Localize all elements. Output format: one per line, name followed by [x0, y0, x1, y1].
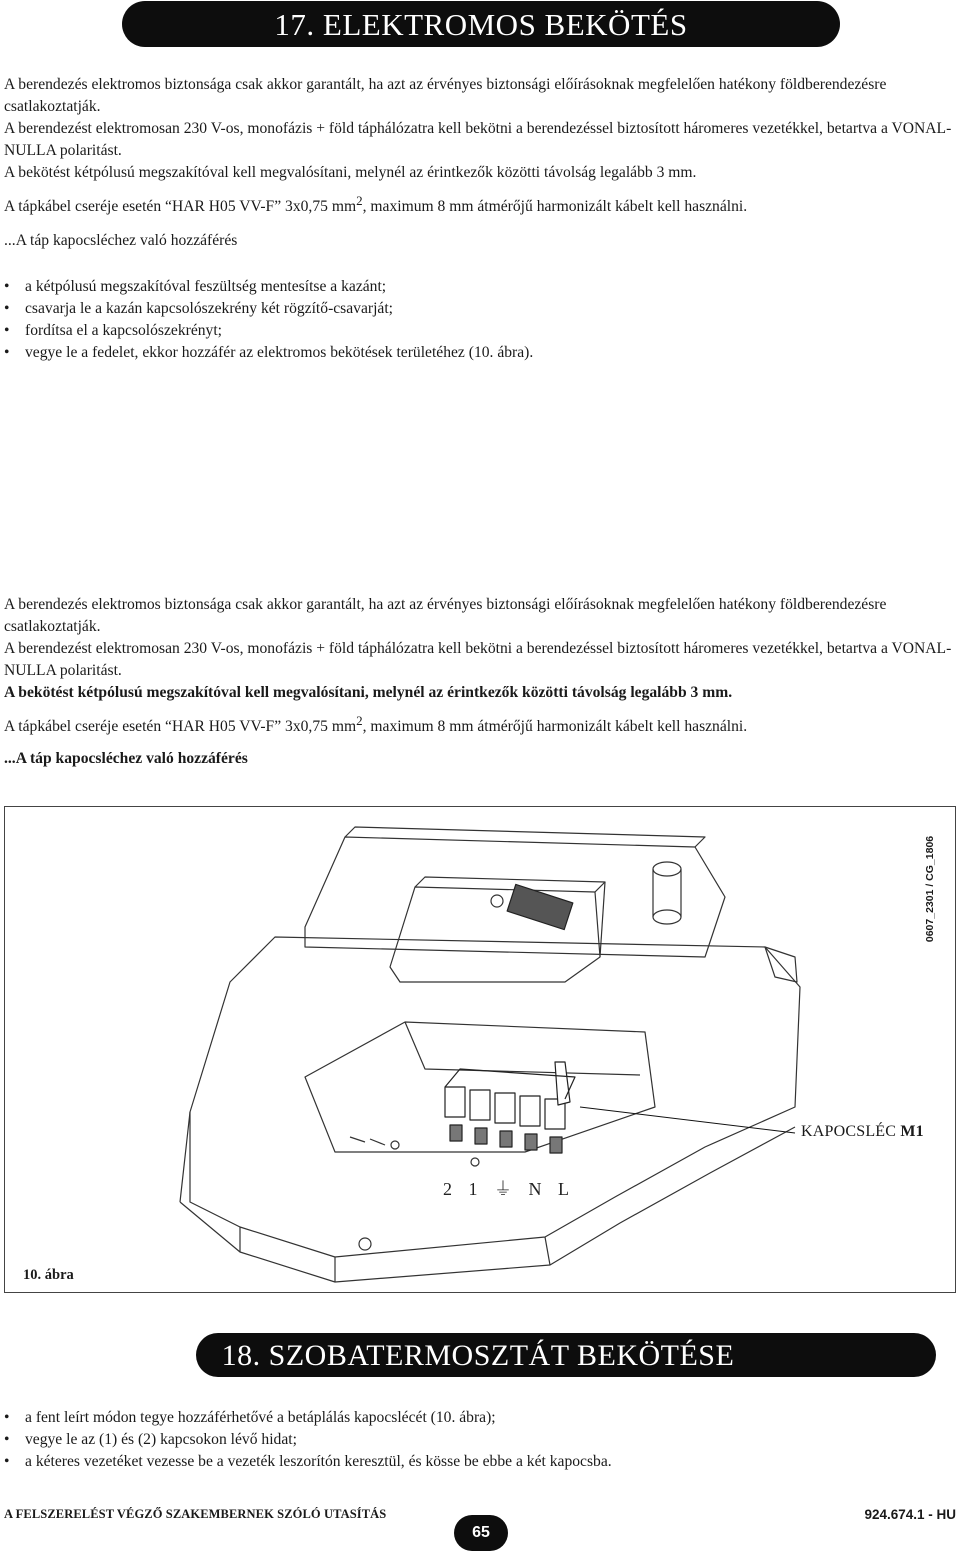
- list-item-text: a kéteres vezetéket vezesse be a vezeték leszorítón keresztül, és kösse be ebbe a két kapocsba.: [25, 1453, 612, 1470]
- text-run: A tápkábel cseréje esetén “HAR H05 VV-F” 3x0,75 mm: [4, 198, 357, 216]
- access-heading: ...A táp kapocsléchez való hozzáférés: [4, 232, 238, 249]
- list-item-text: a kétpólusú megszakítóval feszültség mentesítse a kazánt;: [25, 278, 387, 295]
- thermostat-bullet-list: [4, 1407, 944, 1473]
- list-item-text: vegye le az (1) és (2) kapcsokon lévő hidat;: [25, 1431, 297, 1448]
- list-item: [4, 298, 944, 320]
- section-title: 18. SZOBATERMOSZTÁT BEKÖTÉSE: [221, 1339, 735, 1372]
- intro-paragraph: A berendezést elektromosan 230 V-os, monofázis + föld táphálózatra kell bekötni a berendezéssel biztosított háromeres vezetékkel, betartva a VONAL-NULLA polaritást.: [4, 120, 952, 159]
- bullet-icon: •: [4, 1453, 10, 1470]
- footer-title: A FELSZERELÉST VÉGZŐ SZAKEMBERNEK SZÓLÓ UTASÍTÁS: [4, 1507, 387, 1521]
- label-text: KAPOCSLÉC: [801, 1123, 901, 1140]
- intro-paragraph: A berendezés elektromos biztonsága csak akkor garantált, ha azt az érvényes biztonsági előírásoknak megfelelően hatékony földberendezésre csatlakoztatják.: [4, 76, 887, 115]
- section-title: 17. ELEKTROMOS BEKÖTÉS: [274, 7, 688, 42]
- intro-text: [4, 74, 958, 218]
- list-item: [4, 1407, 944, 1429]
- intro-paragraph: A bekötést kétpólusú megszakítóval kell megvalósítani, melynél az érintkezők közötti távolság legalább 3 mm.: [4, 164, 697, 181]
- bullet-icon: •: [4, 300, 10, 317]
- figure-caption: 10. ábra: [23, 1267, 74, 1283]
- terminal-block-label: [801, 1123, 924, 1141]
- superscript: 2: [356, 193, 363, 208]
- bullet-icon: •: [4, 322, 10, 339]
- figure-code-text: 0607_2301 / CG_1806: [924, 835, 936, 943]
- repeat-text: [4, 594, 958, 738]
- repeat-paragraph-bold: A bekötést kétpólusú megszakítóval kell megvalósítani, melynél az érintkezők közötti távolság legalább 3 mm.: [4, 684, 733, 701]
- access-heading-bold: ...A táp kapocsléchez való hozzáférés: [4, 750, 248, 767]
- intro-paragraph: [4, 190, 958, 218]
- figure-10: [4, 806, 956, 1293]
- section-header-bar: [196, 1333, 936, 1377]
- list-item-text: vegye le a fedelet, ekkor hozzáfér az elektromos bekötések területéhez (10. ábra).: [25, 344, 534, 361]
- boiler-control-box-drawing: [5, 807, 955, 1292]
- repeat-paragraph: [4, 710, 958, 738]
- text-run: , maximum 8 mm átmérőjű harmonizált kábelt kell használni.: [362, 718, 748, 736]
- section-header-bar: [122, 1, 840, 47]
- list-item-text: a fent leírt módon tegye hozzáférhetővé a betáplálás kapocslécét (10. ábra);: [25, 1409, 496, 1426]
- figure-code: [915, 829, 945, 949]
- list-item: [4, 342, 944, 364]
- terminal-labels: 2 1 ⏚ N L: [443, 1179, 575, 1199]
- label-text-bold: M1: [900, 1123, 924, 1140]
- bullet-icon: •: [4, 344, 10, 361]
- list-item: [4, 276, 944, 298]
- access-bullet-list: [4, 276, 944, 364]
- list-item: [4, 1429, 944, 1451]
- list-item: [4, 1451, 944, 1473]
- text-run: A tápkábel cseréje esetén “HAR H05 VV-F” 3x0,75 mm: [4, 718, 357, 736]
- list-item-text: fordítsa el a kapcsolószekrényt;: [25, 322, 223, 339]
- bullet-icon: •: [4, 1409, 10, 1426]
- page-number: 65: [454, 1515, 508, 1551]
- document-code: 924.674.1 - HU: [864, 1507, 956, 1522]
- list-item-text: csavarja le a kazán kapcsolószekrény két rögzítő-csavarját;: [25, 300, 393, 317]
- repeat-paragraph: A berendezést elektromosan 230 V-os, monofázis + föld táphálózatra kell bekötni a berendezéssel biztosított háromeres vezetékkel, betartva a VONAL-NULLA polaritást.: [4, 640, 952, 679]
- bullet-icon: •: [4, 278, 10, 295]
- superscript: 2: [356, 713, 363, 728]
- repeat-paragraph: A berendezés elektromos biztonsága csak akkor garantált, ha azt az érvényes biztonsági előírásoknak megfelelően hatékony földberendezésre csatlakoztatják.: [4, 596, 887, 635]
- text-run: , maximum 8 mm átmérőjű harmonizált kábelt kell használni.: [362, 198, 748, 216]
- list-item: [4, 320, 944, 342]
- bullet-icon: •: [4, 1431, 10, 1448]
